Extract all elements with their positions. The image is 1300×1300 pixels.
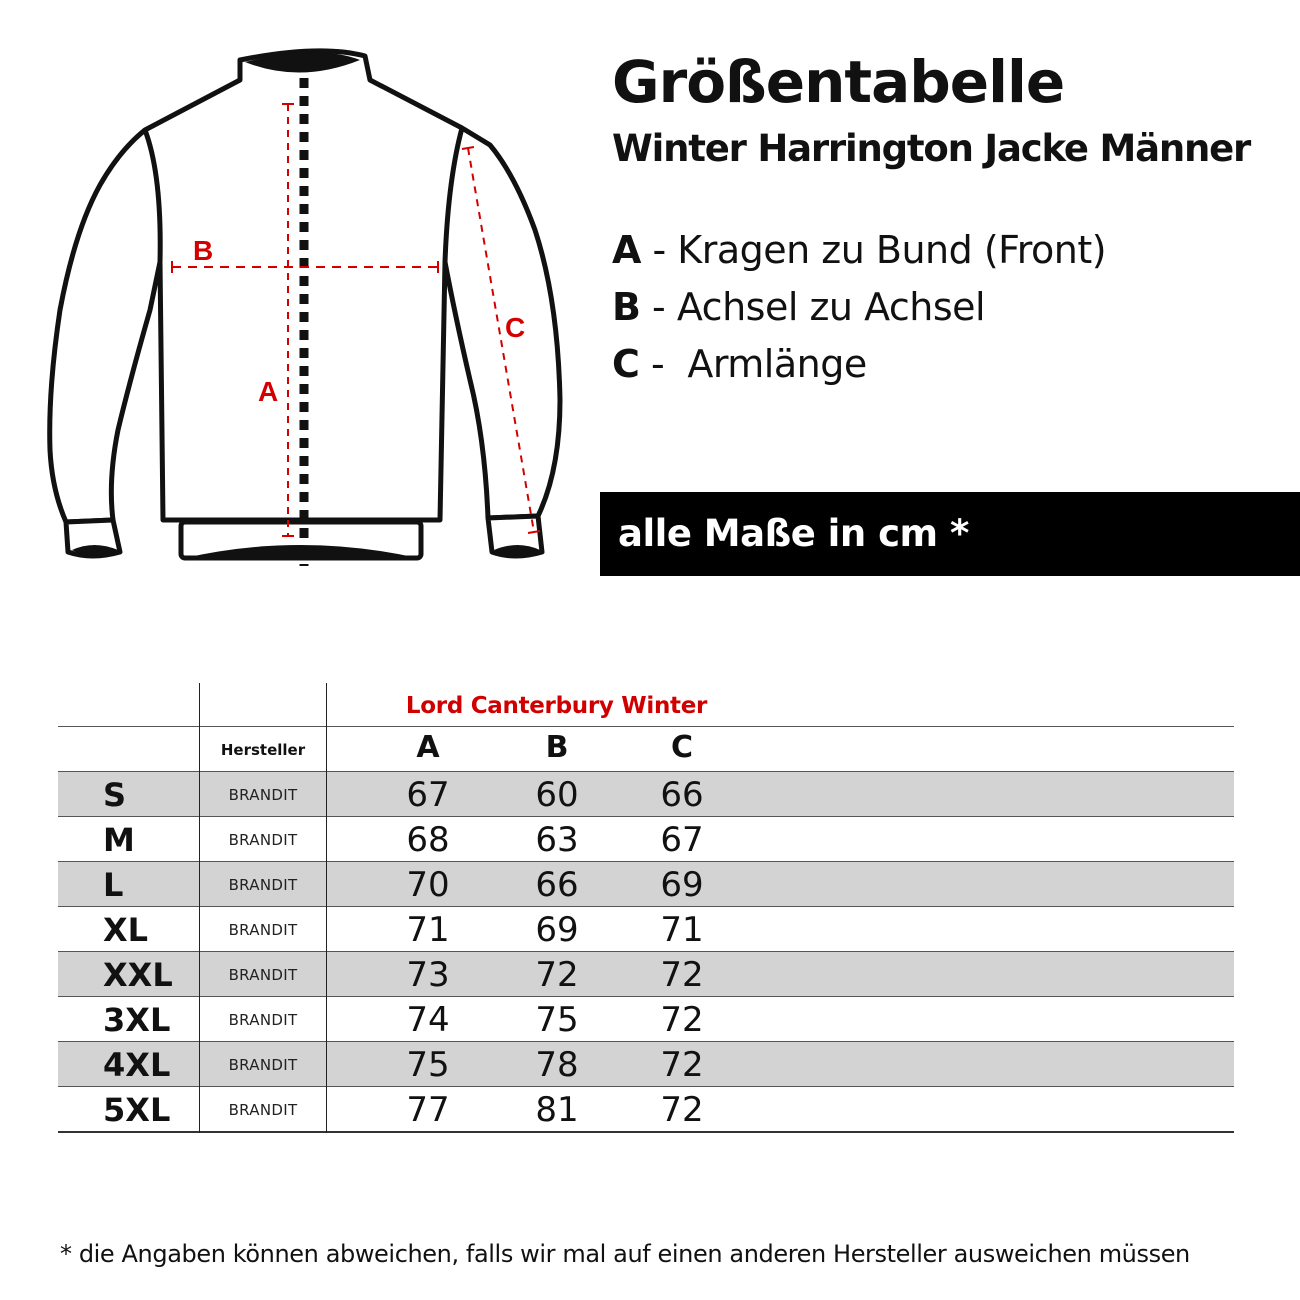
value-a: 67 (406, 775, 450, 815)
value-b: 78 (535, 1045, 579, 1085)
table-row (58, 1042, 1234, 1087)
column-header-c: C (670, 730, 694, 765)
value-c: 72 (660, 1000, 704, 1040)
table-row (58, 862, 1234, 907)
table-rule (58, 1086, 1234, 1087)
legend-separator: - (639, 342, 688, 386)
table-rule (58, 1131, 1234, 1133)
footnote: * die Angaben können abweichen, falls wir mal auf einen anderen Hersteller ausweichen müssen (60, 1240, 1190, 1268)
column-header-b: B (545, 730, 569, 765)
table-rule (58, 771, 1234, 772)
legend-item-b (612, 279, 1106, 336)
manufacturer-header: Hersteller (220, 741, 306, 759)
value-a: 68 (406, 820, 450, 860)
value-c: 72 (660, 955, 704, 995)
table-rule (58, 861, 1234, 862)
size-label: XXL (103, 956, 173, 994)
size-label: 4XL (103, 1046, 171, 1084)
legend-item-a (612, 222, 1106, 279)
manufacturer-cell: BRANDIT (228, 831, 298, 849)
value-b: 66 (535, 865, 579, 905)
legend-item-c (612, 336, 1106, 393)
table-rule (58, 951, 1234, 952)
table-rule (58, 726, 1234, 727)
value-c: 67 (660, 820, 704, 860)
label-c: C (505, 312, 526, 343)
table-divider (326, 683, 327, 1133)
units-note: alle Maße in cm * (600, 492, 1300, 576)
value-b: 75 (535, 1000, 579, 1040)
value-b: 72 (535, 955, 579, 995)
manufacturer-cell: BRANDIT (228, 1101, 298, 1119)
size-label: 3XL (103, 1001, 171, 1039)
label-a: A (258, 376, 279, 407)
value-c: 69 (660, 865, 704, 905)
value-b: 63 (535, 820, 579, 860)
value-a: 73 (406, 955, 450, 995)
manufacturer-cell: BRANDIT (228, 876, 298, 894)
legend-key: B (612, 285, 641, 329)
value-a: 74 (406, 1000, 450, 1040)
size-label: M (103, 821, 135, 859)
table-divider (199, 683, 200, 1133)
jacket-diagram (0, 0, 600, 600)
value-c: 66 (660, 775, 704, 815)
manufacturer-cell: BRANDIT (228, 966, 298, 984)
size-label: L (103, 866, 124, 904)
value-c: 72 (660, 1045, 704, 1085)
table-row (58, 907, 1234, 952)
page-title: Größentabelle (612, 48, 1065, 116)
legend-separator: - (640, 228, 678, 272)
table-row (58, 997, 1234, 1042)
value-c: 71 (660, 910, 704, 950)
table-row (58, 772, 1234, 817)
value-b: 81 (535, 1090, 579, 1130)
value-b: 69 (535, 910, 579, 950)
value-b: 60 (535, 775, 579, 815)
brand-title: Lord Canterbury Winter (405, 693, 708, 719)
measurement-legend (612, 222, 1106, 393)
size-label: S (103, 776, 127, 814)
manufacturer-cell: BRANDIT (228, 1011, 298, 1029)
column-header-a: A (416, 730, 440, 765)
size-label: 5XL (103, 1091, 171, 1129)
table-row (58, 952, 1234, 997)
table-row (58, 1087, 1234, 1132)
legend-text: Armlänge (687, 342, 867, 386)
legend-separator: - (640, 285, 677, 329)
legend-text: Achsel zu Achsel (676, 285, 986, 329)
table-rule (58, 906, 1234, 907)
table-rule (58, 816, 1234, 817)
manufacturer-cell: BRANDIT (228, 786, 298, 804)
value-a: 77 (406, 1090, 450, 1130)
manufacturer-cell: BRANDIT (228, 921, 298, 939)
table-rule (58, 996, 1234, 997)
size-label: XL (103, 911, 149, 949)
manufacturer-cell: BRANDIT (228, 1056, 298, 1074)
page-subtitle: Winter Harrington Jacke Männer (612, 127, 1251, 170)
value-c: 72 (660, 1090, 704, 1130)
table-row (58, 817, 1234, 862)
legend-key: A (612, 228, 641, 272)
legend-key: C (612, 342, 640, 386)
label-b: B (193, 235, 214, 266)
legend-text: Kragen zu Bund (Front) (677, 228, 1107, 272)
value-a: 75 (406, 1045, 450, 1085)
value-a: 71 (406, 910, 450, 950)
table-rule (58, 1041, 1234, 1042)
value-a: 70 (406, 865, 450, 905)
